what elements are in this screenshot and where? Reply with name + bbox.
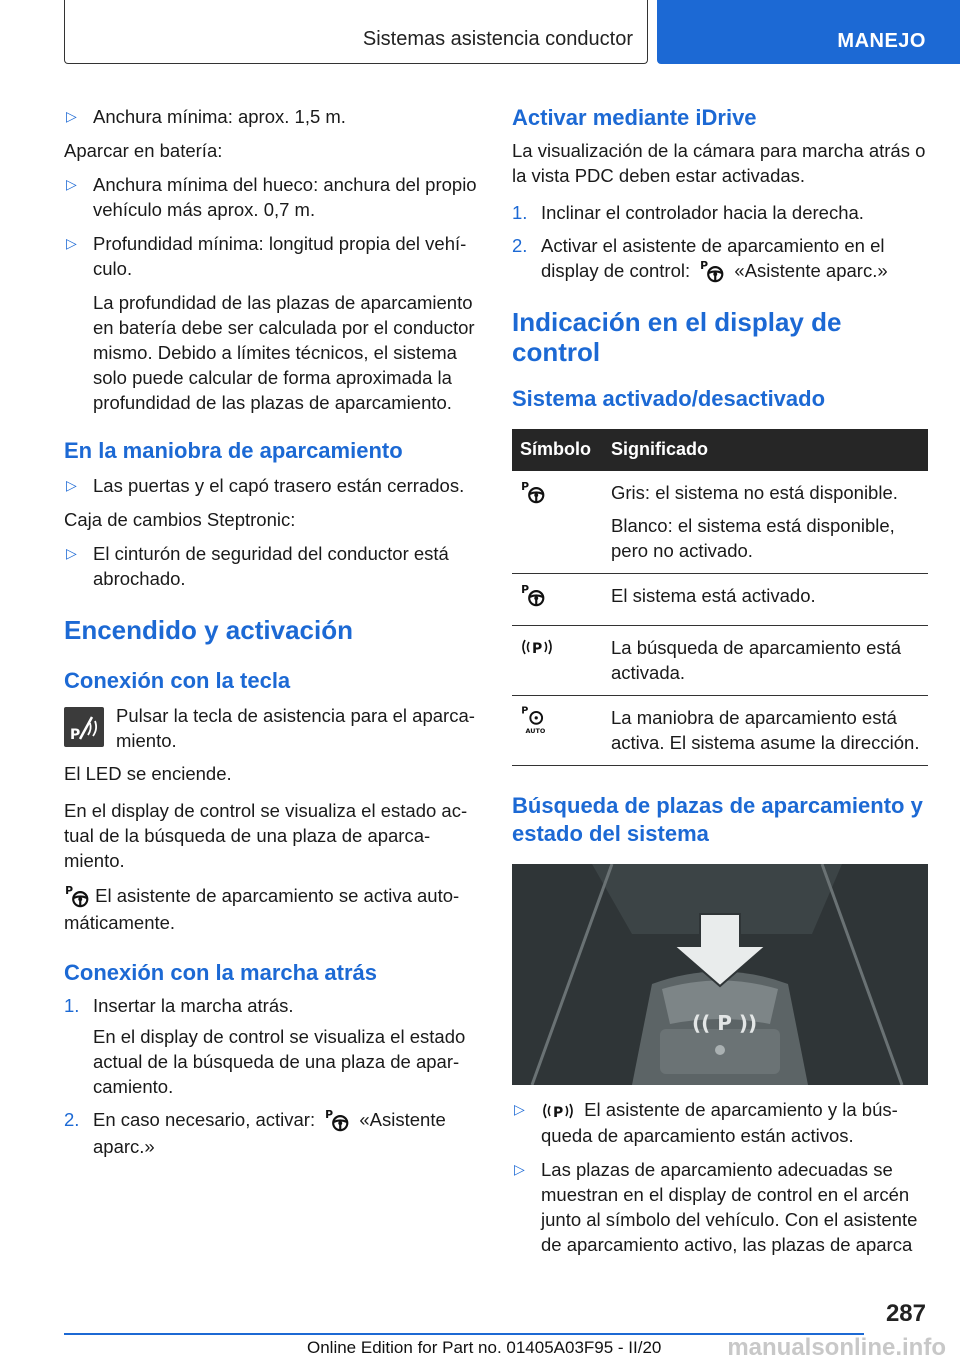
meaning-text: Blanco: el sistema está disponible, pero no activado.	[611, 515, 895, 562]
park-assist-steering-icon	[699, 259, 725, 285]
meaning-text: La búsqueda de aparcamiento está activada.	[611, 637, 902, 684]
section-heading: Conexión con la marcha atrás	[64, 960, 377, 986]
step-text: Insertar la marcha atrás.	[93, 995, 294, 1017]
step-text-post: «Asistente aparc.»	[93, 1109, 446, 1158]
triangle-bullet-icon: ▷	[66, 545, 77, 561]
bullet-text-body: El asistente de aparcamiento y la búsqueda de aparcamiento están activos.	[541, 1099, 898, 1147]
table-cell-meaning	[603, 626, 928, 696]
list-item	[512, 200, 928, 225]
svg-text:P: P	[70, 727, 81, 741]
parking-sensor-waves-icon	[541, 1099, 575, 1123]
chapter-heading: Indicación en el display de control	[512, 307, 842, 368]
paragraph-with-icon	[64, 883, 478, 935]
bullet-text	[541, 1097, 928, 1148]
park-assist-steering-icon	[520, 480, 546, 506]
step-number: 1.	[512, 202, 528, 223]
list-item	[64, 1107, 478, 1159]
list-item	[512, 1157, 928, 1257]
park-assist-steering-icon	[324, 1108, 350, 1134]
svg-text:(( P )): (( P ))	[692, 1011, 758, 1036]
list-item	[64, 104, 478, 129]
triangle-bullet-icon: ▷	[514, 1101, 525, 1118]
svg-text:P: P	[521, 705, 529, 717]
park-assist-button-icon	[64, 707, 104, 747]
parking-sensor-waves-icon	[520, 635, 554, 659]
meaning-text: La maniobra de aparcamiento está activa. El sistema asume la dirección.	[611, 707, 920, 754]
park-assist-auto-icon	[520, 705, 546, 735]
symbol-table	[512, 429, 928, 766]
table-row	[512, 696, 928, 766]
meaning-text: El sistema está activado.	[611, 585, 816, 607]
list-item	[64, 473, 478, 498]
right-column	[512, 96, 928, 1257]
table-cell-symbol	[512, 696, 603, 766]
park-assist-steering-icon	[64, 884, 90, 910]
bullet-text: Anchura mínima del hueco: anchura del propio vehículo más aprox. 0,7 m.	[93, 174, 477, 220]
section-heading: Activar mediante iDrive	[512, 105, 757, 130]
key-instruction-text: Pulsar la tecla de asistencia para el aparcamiento.	[116, 705, 475, 751]
triangle-bullet-icon: ▷	[66, 477, 77, 493]
table-row	[512, 626, 928, 696]
bullet-text: Las plazas de aparcamiento adecuadas se muestran en el display de control en el arcén junto al símbolo del vehículo. Con el asistente de aparcamiento activo, las plazas de aparca	[541, 1159, 918, 1256]
edition-text: Online Edition for Part no. 01405A03F95 - II/20	[307, 1338, 662, 1357]
left-column	[64, 96, 478, 1159]
header-section-box	[64, 0, 648, 64]
key-instruction	[64, 703, 478, 753]
table-row	[512, 574, 928, 626]
meaning-text: Gris: el sistema no está disponible.	[611, 482, 898, 504]
paragraph: El LED se enciende.	[64, 763, 232, 784]
header-section-title: Sistemas asistencia conductor	[362, 28, 633, 50]
triangle-bullet-icon: ▷	[66, 176, 77, 192]
triangle-bullet-icon: ▷	[66, 235, 77, 251]
table-header-meaning: Significado	[603, 429, 928, 471]
step-number: 1.	[64, 995, 80, 1017]
step-text	[541, 233, 928, 285]
step-text-pre: En caso necesario, activar:	[93, 1109, 316, 1131]
section-heading: Búsqueda de plazas de aparcamiento y estado del sistema	[512, 793, 923, 847]
section-heading: En la maniobra de aparcamiento	[64, 438, 403, 463]
step-text: Inclinar el controlador hacia la derecha.	[541, 202, 864, 223]
bullet-text: Las puertas y el capó trasero están cerrados.	[93, 475, 465, 496]
bullet-note: La profundidad de las plazas de aparcamiento en batería debe ser calculada por el conductor mismo. Debido a límites técnicos, el sistema solo puede calcular de forma aproximada la profundidad de las plazas de aparcamiento.	[93, 292, 475, 413]
paragraph: La visualización de la cámara para marcha atrás o la vista PDC deben estar activadas.	[512, 140, 926, 186]
table-cell-symbol	[512, 574, 603, 626]
list-item	[512, 1097, 928, 1148]
bullet-text: El cinturón de seguridad del conductor está abrochado.	[93, 543, 449, 589]
table-cell-meaning	[603, 471, 928, 574]
header-chapter-tab	[657, 0, 960, 64]
list-item	[64, 993, 478, 1018]
table-header-symbol: Símbolo	[512, 429, 603, 471]
bullet-text: Profundidad mínima: longitud propia del vehículo.	[93, 233, 467, 279]
chapter-heading: Encendido y activación	[64, 615, 353, 645]
section-heading: Conexión con la tecla	[64, 668, 291, 693]
parking-display-image	[512, 864, 928, 1085]
bullet-text: Anchura mínima: aprox. 1,5 m.	[93, 106, 346, 127]
table-cell-symbol	[512, 471, 603, 574]
step-text	[93, 1107, 478, 1159]
header-chapter-title: MANEJO	[837, 30, 926, 52]
triangle-bullet-icon: ▷	[66, 108, 77, 124]
step-number: 2.	[64, 1109, 80, 1131]
paragraph: En el display de control se visualiza el estado actual de la búsqueda de una plaza de aparcamiento.	[64, 800, 468, 871]
svg-text:AUTO: AUTO	[525, 726, 546, 735]
step-text-post: «Asistente aparc.»	[734, 260, 888, 281]
list-item	[64, 231, 478, 281]
table-cell-meaning	[603, 574, 928, 626]
page-number: 287	[885, 1300, 926, 1327]
paragraph-text: El asistente de aparcamiento se activa automáticamente.	[64, 885, 460, 934]
list-item	[512, 233, 928, 285]
park-assist-active-icon	[520, 583, 546, 609]
list-item	[64, 172, 478, 222]
watermark-text: manualsonline.info	[727, 1334, 946, 1361]
table-cell-symbol	[512, 626, 603, 696]
paragraph: Caja de cambios Steptronic:	[64, 509, 296, 530]
triangle-bullet-icon: ▷	[514, 1161, 525, 1178]
section-heading: Sistema activado/desactivado	[512, 386, 826, 412]
table-cell-meaning	[603, 696, 928, 766]
table-row	[512, 471, 928, 574]
step-note: En el display de control se visualiza el estado actual de la búsqueda de una plaza de aparcamiento.	[93, 1026, 466, 1098]
list-item	[64, 541, 478, 591]
step-number: 2.	[512, 235, 528, 256]
step-text-pre: Activar el asistente de aparcamiento en el display de control:	[541, 235, 885, 281]
paragraph: Aparcar en batería:	[64, 140, 223, 161]
